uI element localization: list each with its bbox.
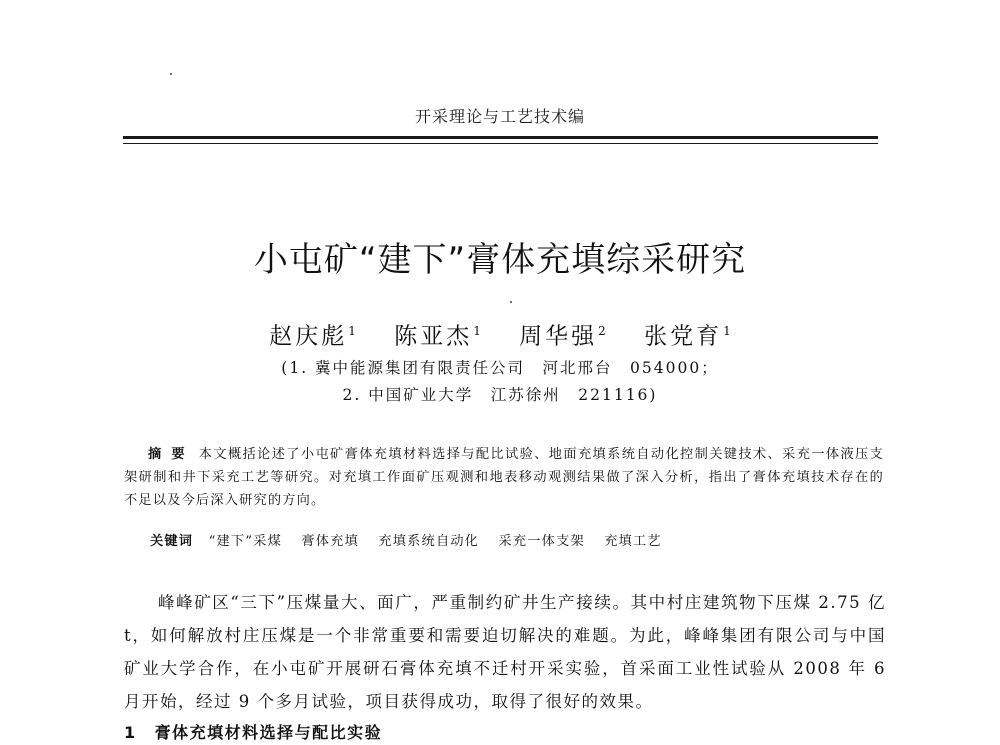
header-rule-thick (123, 136, 878, 139)
author (394, 316, 481, 352)
keyword: 充填系统自动化 (378, 534, 480, 549)
author-affil-mark: 1 (723, 324, 731, 338)
author-name: 周华强 (519, 323, 598, 350)
keyword: 采充一体支架 (498, 534, 585, 549)
author-name: 赵庆彪 (269, 323, 348, 350)
affiliation-line-2: 2. 中国矿业大学 江苏徐州 221116) (342, 386, 658, 404)
section-heading (124, 722, 382, 744)
abstract (124, 443, 884, 512)
author-affil-mark: 2 (598, 324, 606, 338)
section-title: 膏体充填材料选择与配比实验 (154, 723, 383, 742)
author-name: 陈亚杰 (394, 323, 473, 350)
keywords (150, 532, 890, 552)
intro-paragraph: 峰峰矿区“三下”压煤量大、面广，严重制约矿井生产接续。其中村庄建筑物下压煤 2.75 亿 t，如何解放村庄压煤是一个非常重要和需要迫切解决的难题。为此，峰峰集团有限公司与中国矿业大学合作，在小屯矿开展研石膏体充填不迁村开采实验，首采面工业性试验从 2008 年 6 月开始，经过 9 个多月试验，项目获得成功，取得了很好的效果。 (124, 593, 886, 711)
abstract-text: 本文概括论述了小屯矿膏体充填材料选择与配比试验、地面充填系统自动化控制关键技术、采充一体液压支架研制和井下采充工艺等研究。对充填工作面矿压观测和地表移动观测结果做了深入分析，指出了膏体充填技术存在的不足以及今后深入研究的方向。 (124, 447, 885, 508)
scan-speck (170, 73, 172, 75)
keyword: 充填工艺 (604, 534, 662, 549)
section-number: 1 (124, 723, 137, 742)
header-rule-thin (123, 143, 878, 144)
author-name: 张党育 (644, 323, 723, 350)
author (269, 316, 356, 352)
author (644, 316, 731, 352)
author-affil-mark: 1 (473, 324, 481, 338)
keywords-label: 关键词 (150, 534, 194, 549)
affiliation-line-1: (1. 冀中能源集团有限责任公司 河北邢台 054000； (281, 359, 719, 377)
abstract-label: 摘要 (148, 447, 195, 462)
keyword: “建下”采煤 (208, 534, 283, 549)
keyword: 膏体充填 (301, 534, 359, 549)
author-list (0, 316, 1000, 352)
scan-speck (510, 301, 512, 303)
author-affil-mark: 1 (348, 324, 356, 338)
author (519, 316, 606, 352)
running-header: 开采理论与工艺技术编 (414, 107, 585, 126)
paper-title: 小屯矿“建下”膏体充填综采研究 (253, 240, 747, 280)
